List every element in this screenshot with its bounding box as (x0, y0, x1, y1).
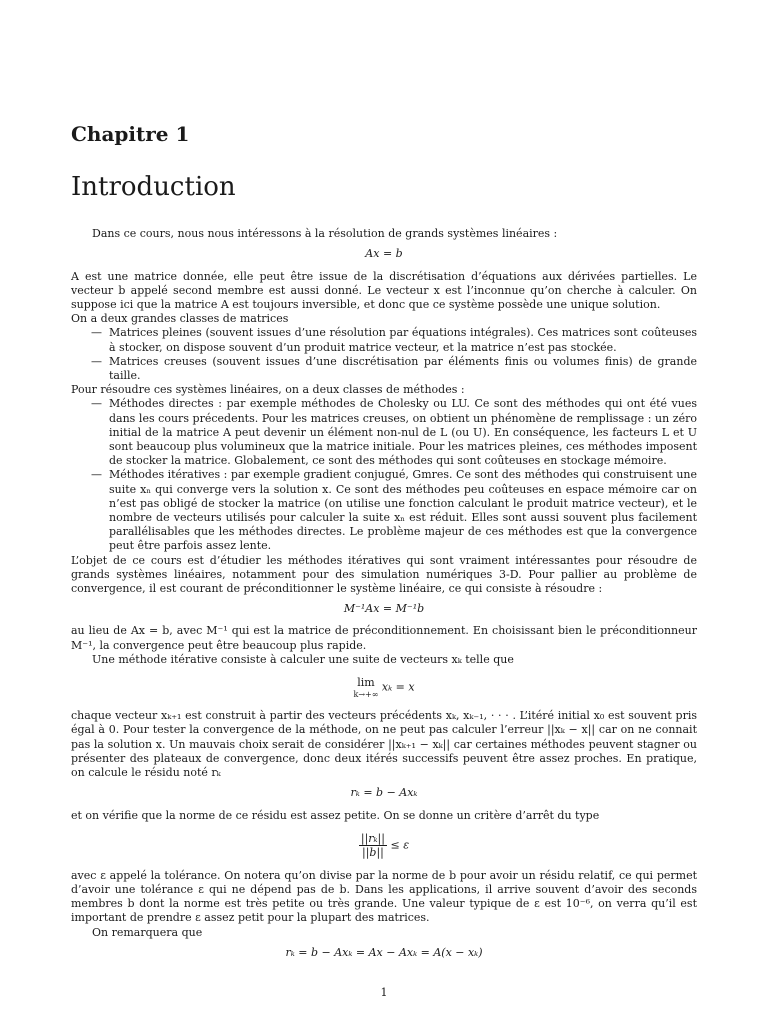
limit-subscript: k→+∞ (353, 690, 379, 700)
method-classes-list (71, 397, 697, 553)
list-dash: — (91, 326, 102, 340)
criterion-fraction (359, 832, 387, 859)
list-item-dense-matrices (71, 326, 697, 354)
chapter-title: Introduction (71, 172, 236, 202)
list-item-sparse-matrices (71, 355, 697, 383)
limit-expression: xₖ = x (381, 680, 415, 694)
page-content (71, 122, 697, 968)
page-number: 1 (380, 986, 388, 999)
paragraph-tolerance: avec ε appelé la tolérance. On notera qu’on divise par la norme de b pour avoir un résidu relatif, ce qui permet d’avoir une tolérance ε qui ne dépend pas de b. Dans les applications, il arrive souvent d’avoir des seconds membres b dont la norme est très petite ou très grande. Une valeur typique de ε est 10⁻⁶, on verra qu’il est important de prendre ε assez petit pour la plupart des matrices. (71, 868, 697, 925)
list-dash: — (91, 468, 102, 482)
paragraph-remark: On remarquera que (92, 925, 203, 939)
list-item-iterative-methods (71, 468, 697, 553)
paragraph-matrix-a: A est une matrice donnée, elle peut être issue de la discrétisation d’équations aux dérivées partielles. Le vecteur b appelé second membre est aussi donné. Le vecteur x est l’inconnue qu’on cherche à calculer. On suppose ici que la matrice A est toujours inversible, et donc que ce système possède une unique solution. (71, 269, 697, 311)
equation-criterion (71, 832, 697, 859)
equation-limit (71, 676, 697, 699)
matrix-classes-list (71, 326, 697, 383)
equation-ax-b: Ax = b (365, 247, 403, 261)
list-item-text: Méthodes directes : par exemple méthodes de Cholesky ou LU. Ce sont des méthodes qui ont été vues dans les cours précedents. Pour les matrices creuses, on obtient un phénomène de remplissage : un zéro initial de la matrice A peut devenir un élément non-nul de L (ou U). En conséquence, les facteurs L et U sont beaucoup plus volumineux que la matrice initiale. Pour les matrices pleines, ces méthodes imposent de stocker la matrice. Globalement, ce sont des méthodes qui sont coûteuses en stockage mémoire. (109, 397, 697, 468)
matrix-classes-intro: On a deux grandes classes de matrices (71, 312, 289, 326)
list-item-text: Matrices creuses (souvent issues d’une discrétisation par éléments finis ou volumes finis) de grande taille. (109, 354, 697, 383)
list-item-direct-methods (71, 397, 697, 468)
method-classes-intro: Pour résoudre ces systèmes linéaires, on a deux classes de méthodes : (71, 383, 465, 397)
equation-residual: rₖ = b − Axₖ (350, 786, 418, 800)
paragraph-iterative-sequence: Une méthode itérative consiste à calculer une suite de vecteurs xₖ telle que (92, 652, 514, 666)
chapter-body (71, 227, 697, 960)
fraction-numerator: ||rₖ|| (360, 831, 385, 845)
equation-residual-error: rₖ = b − Axₖ = Ax − Axₖ = A(x − xₖ) (285, 945, 483, 959)
list-item-text: Matrices pleines (souvent issues d’une résolution par équations intégrales). Ces matrices sont coûteuses à stocker, on dispose souvent d’un produit matrice vecteur, et la matrice n’est pas stockée. (109, 326, 697, 354)
list-dash: — (91, 354, 102, 368)
equation-preconditioned-system: M⁻¹Ax = M⁻¹b (343, 602, 425, 616)
limit-word: lim (357, 676, 375, 690)
intro-paragraph: Dans ce cours, nous nous intéressons à la résolution de grands systèmes linéaires : (92, 227, 558, 241)
paragraph-preconditioner: au lieu de Ax = b, avec M⁻¹ qui est la matrice de préconditionnement. En choisissant bien le préconditionneur M⁻¹, la convergence peut être beaucoup plus rapide. (71, 624, 697, 652)
paragraph-course-objective: L’objet de ce cours est d’étudier les méthodes itératives qui sont vraiment intéressantes pour résoudre de grands systèmes linéaires, notamment pour des simulation numériques 3-D. Pour pallier au problème de convergence, il est courant de préconditionner le système linéaire, ce qui consiste à résoudre : (71, 553, 697, 596)
list-dash: — (91, 397, 102, 411)
list-item-text: Méthodes itératives : par exemple gradient conjugué, Gmres. Ce sont des méthodes qui construisent une suite xₙ qui converge vers la solution x. Ce sont des méthodes peu coûteuses en espace mémoire car on n’est pas obligé de stocker la matrice (on utilise une fonction calculant le produit matrice vecteur), et le nombre de vecteurs utilisés pour calculer la suite xₙ est réduit. Elles sont aussi souvent plus facilement parallélisables que les méthodes directes. Le problème majeur de ces méthodes est que la convergence peut être parfois assez lente. (109, 468, 697, 553)
paragraph-stopping-criterion: et on vérifie que la norme de ce résidu est assez petite. On se donne un critère d’arrêt du type (71, 808, 600, 822)
fraction-denominator: ||b|| (361, 845, 384, 859)
limit-operator (353, 676, 378, 699)
paragraph-convergence-test: chaque vecteur xₖ₊₁ est construit à partir des vecteurs précédents xₖ, xₖ₋₁, · · · . L’itéré initial x₀ est souvent pris égal à 0. Pour tester la convergence de la méthode, on ne peut pas calculer l’erreur ||xₖ − x|| car on ne connait pas la solution x. Un mauvais choix serait de considérer ||xₖ₊₁ − xₖ|| car certaines méthodes peuvent stagner ou présenter des plateaux de convergence, donc deux itérés successifs peuvent être assez proches. En pratique, on calcule le résidu noté rₖ (71, 709, 697, 780)
chapter-label: Chapitre 1 (71, 122, 190, 146)
criterion-inequality: ≤ ε (390, 838, 410, 852)
